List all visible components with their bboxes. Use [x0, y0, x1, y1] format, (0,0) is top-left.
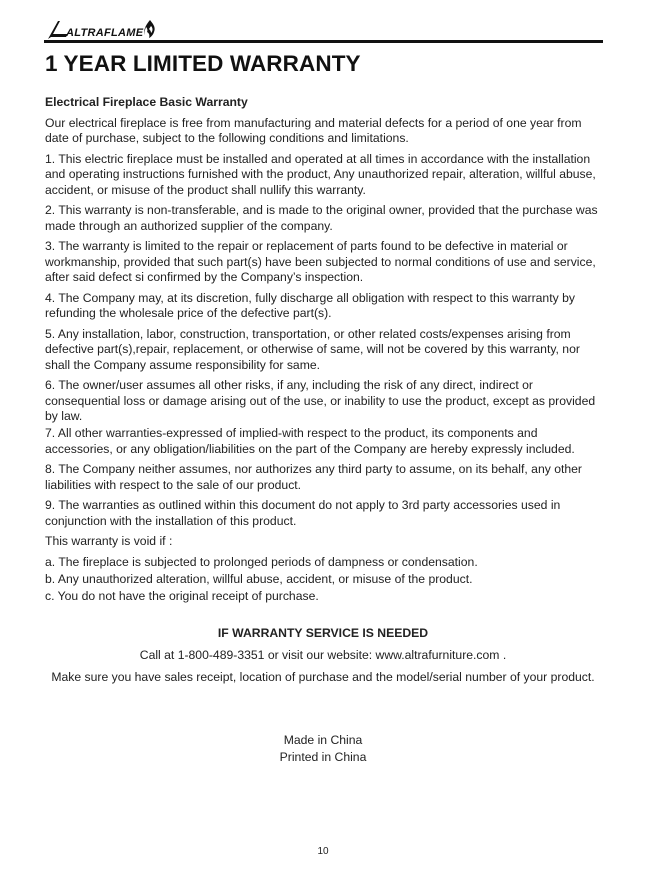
intro-paragraph: Our electrical fireplace is free from manufacturing and material defects for a period of one year from date of purchase, subject to the following conditions and limitations. [45, 115, 582, 145]
warranty-body [45, 95, 607, 606]
warranty-clause: 4. The Company may, at its discretion, fully discharge all obligation with respect to this warranty by refunding the wholesale price of the defective part(s). [45, 290, 575, 320]
service-contact: Call at 1-800-489-3351 or visit our website: www.altrafurniture.com . [139, 648, 507, 662]
service-instructions: Make sure you have sales receipt, location of purchase and the model/serial number of your product. [51, 670, 595, 684]
warranty-clause: 5. Any installation, labor, construction, transportation, or other related costs/expenses arising from defective part(s),repair, replacement, or otherwise of same, will not be covered by this warranty, nor shall the Company assume responsibility for same. [45, 326, 580, 372]
page-number: 10 [317, 846, 329, 857]
section-subtitle: Electrical Fireplace Basic Warranty [45, 95, 248, 109]
warranty-clause: 3. The warranty is limited to the repair or replacement of parts found to be defective in material or workmanship, provided that such part(s) have been subjected to normal conditions of use and service, after said defect si confirmed by the Company’s inspection. [45, 239, 596, 284]
origin-block [0, 732, 646, 766]
header-rule [44, 40, 603, 43]
void-condition: a. The fireplace is subjected to prolonged periods of dampness or condensation. [45, 554, 478, 569]
warranty-clause: 8. The Company neither assumes, nor authorizes any third party to assume, on its behalf, any other liabilities with respect to the sale of our product. [45, 462, 582, 492]
page-title: 1 YEAR LIMITED WARRANTY [45, 51, 361, 76]
brand-name: ALTRAFLAME [66, 27, 144, 39]
void-condition: c. You do not have the original receipt of purchase. [45, 588, 319, 603]
warranty-clause: 7. All other warranties-expressed of implied-with respect to the product, its components and accessories, or any obligation/liabilities on the part of the Company are hereby expressly included. [45, 426, 575, 456]
warranty-clause: 2. This warranty is non-transferable, and is made to the original owner, provided that the purchase was made through an authorized supplier of the company. [45, 203, 598, 233]
void-condition: b. Any unauthorized alteration, willful abuse, accident, or misuse of the product. [45, 571, 473, 586]
void-conditions-list [45, 555, 607, 605]
brand-logo [46, 18, 156, 40]
warranty-clause: 9. The warranties as outlined within this document do not apply to 3rd party accessories used in conjunction with the installation of this product. [45, 498, 561, 528]
warranty-clause: 6. The owner/user assumes all other risks, if any, including the risk of any direct, indirect or consequential loss or damage arising out of the use, or inability to use the product, except as provided by law. [45, 378, 596, 423]
flame-icon [144, 20, 156, 38]
void-intro: This warranty is void if : [45, 534, 173, 548]
printed-in-label: Printed in China [279, 750, 367, 764]
made-in-label: Made in China [283, 733, 363, 747]
service-heading: IF WARRANTY SERVICE IS NEEDED [217, 626, 429, 640]
warranty-clause: 1. This electric fireplace must be installed and operated at all times in accordance with the installation and operating instructions furnished with the product, Any unauthorized repair, alteration, willful abuse, accident, or misuse of the product shall nullify this warranty. [45, 151, 596, 197]
service-section [0, 626, 646, 692]
